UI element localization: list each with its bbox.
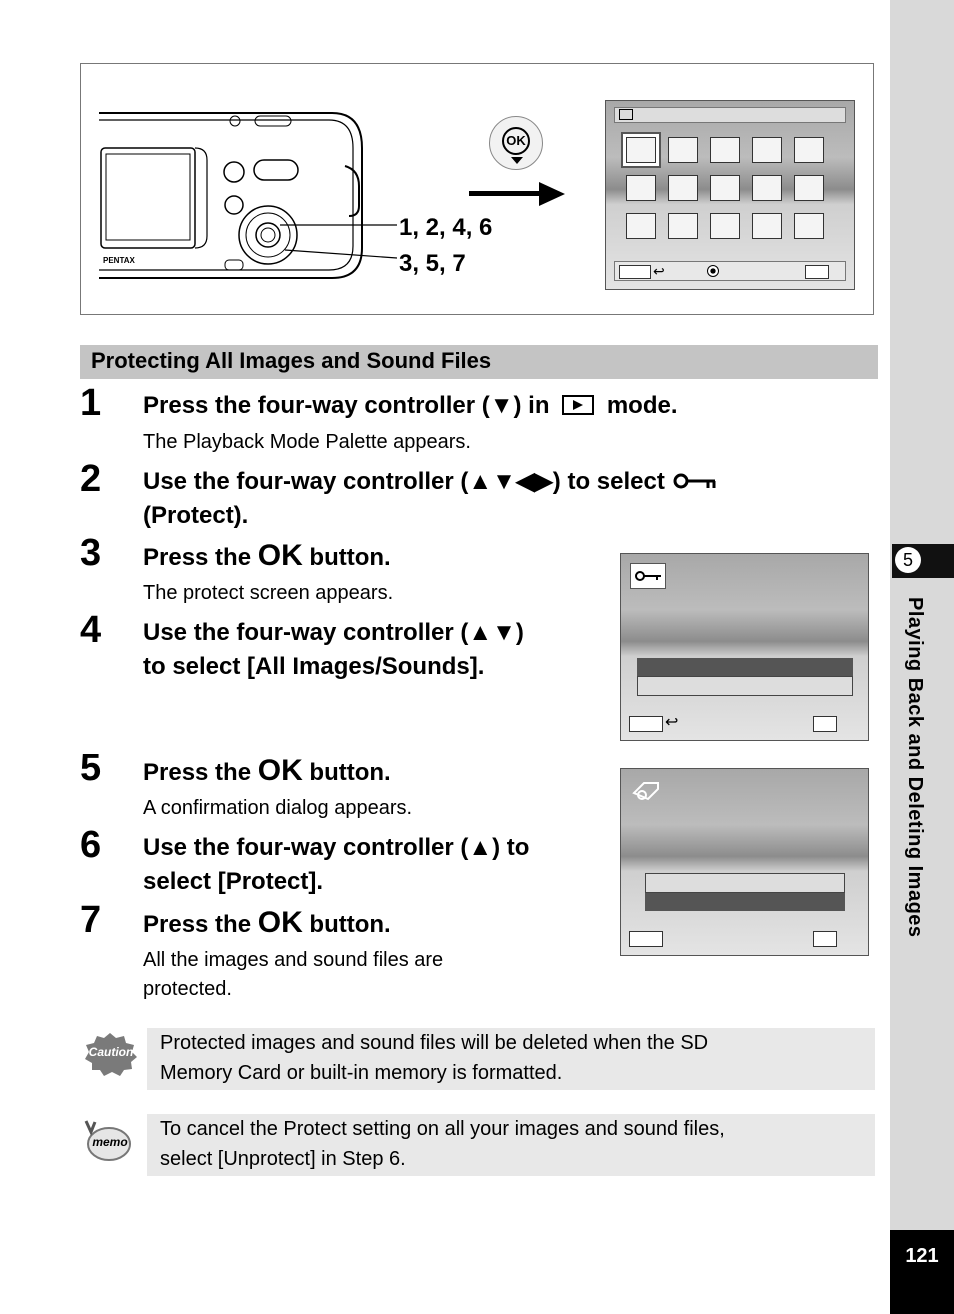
voice-memo-icon <box>626 213 656 239</box>
step-4-text <box>143 616 613 684</box>
step-1-text <box>143 389 883 423</box>
step-6-number: 6 <box>80 824 102 866</box>
red-eye-icon <box>794 175 824 201</box>
confirm-option-bar-selected <box>645 873 845 893</box>
caution-badge-label: Caution <box>88 1045 134 1059</box>
trimming-icon <box>710 137 740 163</box>
step-1-text-a: Press the four-way controller (▼) in <box>143 392 550 419</box>
playback-mode-icon <box>619 109 633 120</box>
step-4-number: 4 <box>80 609 102 651</box>
return-arrow-icon: ↩ <box>653 263 665 279</box>
digital-filter-icon <box>626 175 656 201</box>
dpof-icon <box>710 213 740 239</box>
rotate-icon <box>794 137 824 163</box>
protect-all-icon <box>630 779 664 805</box>
color-filter-icon <box>668 175 698 201</box>
playback-icon <box>562 395 594 415</box>
step-3-number: 3 <box>80 532 102 574</box>
step-2-number: 2 <box>80 458 102 500</box>
ok-button-graphic <box>813 716 837 732</box>
ok-button-graphic <box>805 265 829 279</box>
step-3-text <box>143 539 391 575</box>
step-7-text-b: button. <box>309 911 391 938</box>
recovery-icon <box>752 213 782 239</box>
step-6-text-b: select [Protect]. <box>143 868 324 895</box>
playback-icon <box>626 137 656 163</box>
step-3-subtext: The protect screen appears. <box>143 582 394 604</box>
menu-option-bar <box>637 658 853 676</box>
protect-screen <box>620 553 869 741</box>
ok-button-graphic <box>813 931 837 947</box>
brightness-icon <box>710 175 740 201</box>
palette-screen <box>605 100 855 290</box>
page-number: 121 <box>890 1230 954 1314</box>
illustration-box <box>80 63 874 315</box>
memo-badge-label: memo <box>92 1135 128 1149</box>
arrow-head-icon <box>539 182 565 206</box>
step-5-text-a: Press the <box>143 759 252 786</box>
callout-steps-a: 1, 2, 4, 6 <box>399 214 493 241</box>
step-5-ok-label: OK <box>257 754 303 787</box>
step-7-text <box>143 906 391 942</box>
step-7-ok-label: OK <box>257 906 303 939</box>
step-7-subtext-2: protected. <box>143 978 232 1000</box>
step-7-text-a: Press the <box>143 911 252 938</box>
startup-icon <box>794 213 824 239</box>
chapter-number-badge <box>892 544 954 578</box>
step-3-text-a: Press the <box>143 544 252 571</box>
joystick-icon <box>707 265 719 277</box>
chapter-number: 5 <box>895 547 921 573</box>
memo-line-1: To cancel the Protect setting on all your images and sound files, <box>160 1118 725 1140</box>
caution-icon <box>82 1032 138 1076</box>
ok-button-illustration <box>489 116 543 170</box>
step-2-text-a: Use the four-way controller (▲▼◀▶) to select <box>143 468 665 495</box>
caution-note <box>147 1028 875 1090</box>
step-5-text <box>143 754 391 790</box>
step-6-text-a: Use the four-way controller (▲) to <box>143 834 530 861</box>
confirmation-screen <box>620 768 869 956</box>
step-4-text-a: Use the four-way controller (▲▼) <box>143 619 524 646</box>
camera-back-illustration <box>97 108 397 283</box>
step-1-text-b: mode. <box>606 392 678 419</box>
step-7-number: 7 <box>80 899 102 941</box>
down-triangle-icon <box>511 157 523 164</box>
camera-brand: PENTAX <box>103 256 135 265</box>
memo-icon <box>82 1118 132 1164</box>
section-title: Protecting All Images and Sound Files <box>91 348 492 373</box>
step-7-subtext: All the images and sound files are <box>143 949 444 971</box>
step-5-number: 5 <box>80 747 102 789</box>
confirm-option-bar <box>645 893 845 911</box>
frame-icon <box>752 175 782 201</box>
palette-header-bar <box>614 107 846 123</box>
step-2-text-b: (Protect). <box>143 502 249 529</box>
step-3-ok-label: OK <box>257 539 303 572</box>
arrow-icon <box>469 191 539 196</box>
caution-line-1: Protected images and sound files will be deleted when the SD <box>160 1032 709 1054</box>
protect-key-icon <box>668 213 698 239</box>
step-2-text <box>143 465 863 533</box>
menu-button-graphic <box>629 716 663 732</box>
chapter-title: Playing Back and Deleting Images <box>904 597 926 938</box>
protect-key-icon <box>672 470 718 492</box>
section-heading <box>80 345 878 379</box>
palette-footer-bar <box>614 261 846 281</box>
caution-line-2: Memory Card or built-in memory is formatted. <box>160 1062 563 1084</box>
protect-key-icon <box>630 563 666 589</box>
step-6-text <box>143 831 613 899</box>
menu-button-graphic <box>619 265 651 279</box>
resize-icon <box>668 137 698 163</box>
callout-steps-b: 3, 5, 7 <box>399 250 466 277</box>
menu-option-bar-selected <box>637 676 853 696</box>
ok-label: OK <box>502 127 530 155</box>
return-arrow-icon: ↩ <box>665 714 679 731</box>
copy-icon <box>752 137 782 163</box>
step-5-subtext: A confirmation dialog appears. <box>143 797 413 819</box>
memo-line-2: select [Unprotect] in Step 6. <box>160 1148 406 1170</box>
step-1-subtext: The Playback Mode Palette appears. <box>143 431 471 453</box>
step-4-text-b: to select [All Images/Sounds]. <box>143 653 485 680</box>
menu-button-graphic <box>629 931 663 947</box>
step-5-text-b: button. <box>309 759 391 786</box>
step-3-text-b: button. <box>309 544 391 571</box>
step-1-number: 1 <box>80 382 102 424</box>
memo-note <box>147 1114 875 1176</box>
